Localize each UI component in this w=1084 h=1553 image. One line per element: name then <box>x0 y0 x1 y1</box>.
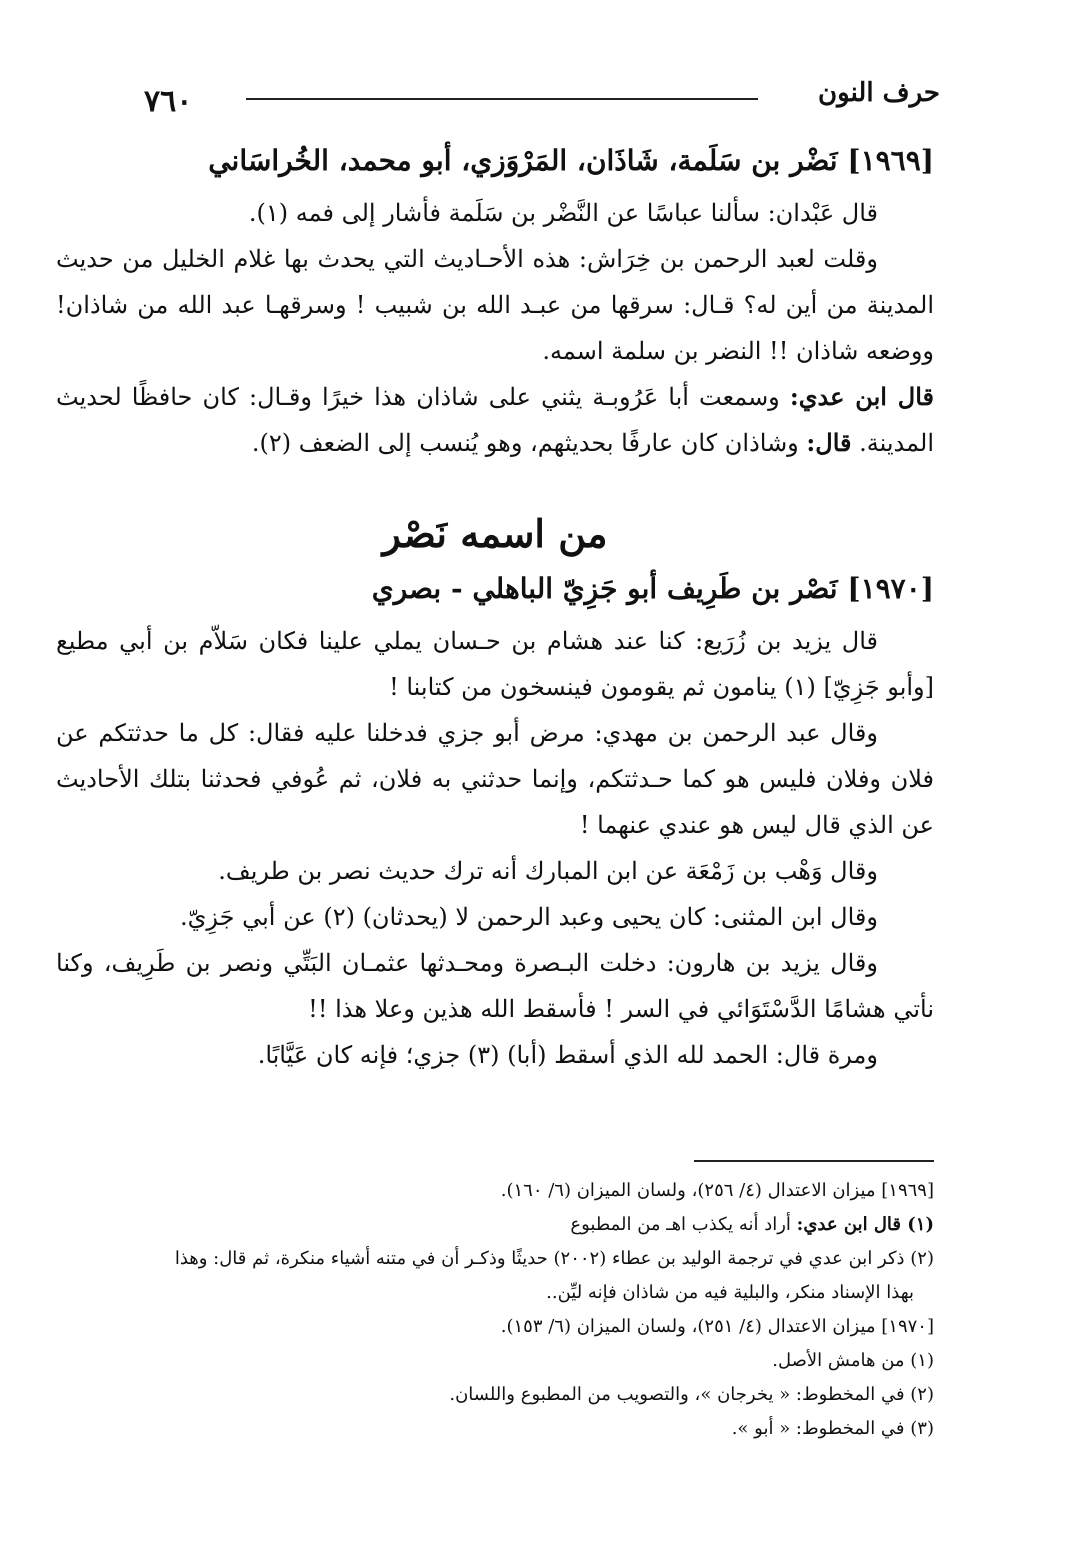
paragraph: وقال يزيد بن هارون: دخلت البـصرة ومحـدثها عثمـان البَتِّي ونصر بن طَرِيف، وكنا نأتي هشامًا الدَّسْتَوَائي في السر ! فأسقط الله هذين وعلا هذا !! <box>56 949 934 1023</box>
footnote-source: [١٩٦٩] ميزان الاعتدال (٤/ ٢٥٦)، ولسان الميزان (٦/ ١٦٠). <box>500 1180 934 1201</box>
footnote-label: (١) قال ابن عدي: <box>796 1214 934 1235</box>
paragraph: وقال ابن المثنى: كان يحيى وعبد الرحمن لا (يحدثان) (٢) عن أبي جَزِيّ. <box>180 903 878 931</box>
entry-title-1970: [١٩٧٠] نَصْر بن طَرِيف أبو جَزِيّ الباهلي - بصري <box>371 572 934 605</box>
speaker-label: قال: <box>806 428 852 457</box>
header-title: حرف النون <box>818 78 940 108</box>
paragraph-text: وشاذان كان عارفًا بحديثهم، وهو يُنسب إلى الضعف (٢). <box>251 429 807 457</box>
footnote: (١) من هامش الأصل. <box>772 1350 934 1371</box>
paragraph: وقال عبد الرحمن بن مهدي: مرض أبو جزي فدخلنا عليه فقال: كل ما حدثتكم عن فلان وفلان فليس هو كما حـدثتكم، وإنما حدثني به فلان، ثم عُوفي فحدثنا بتلك الأحاديث عن الذي قال ليس هو عندي عنهما ! <box>56 719 934 839</box>
main-text <box>56 138 934 1078</box>
footnote: (٣) في المخطوط: « أبو ». <box>731 1418 934 1439</box>
footnote <box>50 1208 934 1242</box>
paragraph: وقال وَهْب بن زَمْعَة عن ابن المبارك أنه ترك حديث نصر بن طريف. <box>218 857 878 885</box>
paragraph-text: وسمعت أبا عَرُوبـة يثني على شاذان هذا خيرًا وقـال: كان حافظًا لحديث المدينة. <box>56 383 934 457</box>
footnote-rule <box>694 1160 934 1162</box>
paragraph: ومرة قال: الحمد لله الذي أسقط (أبا) (٣) جزي؛ فإنه كان عَيَّابًا. <box>257 1041 878 1069</box>
paragraph: وقلت لعبد الرحمن بن خِرَاش: هذه الأحـاديث التي يحدث بها غلام الخليل من حديث المدينة من أين له؟ قـال: سرقها من عبـد الله بن شبيب ! وسرقهـا عبد الله من شاذان! ووضعه شاذان !! النضر بن سلمة اسمه. <box>56 245 934 365</box>
paragraph: قال عَبْدان: سألنا عباسًا عن النَّضْر بن سَلَمة فأشار إلى فمه (١). <box>248 199 878 227</box>
paragraph <box>56 374 934 466</box>
running-header <box>56 78 940 118</box>
page-number: ٧٦٠ <box>144 84 193 119</box>
entry-title-1969: [١٩٦٩] نَضْر بن سَلَمة، شَاذَان، المَرْوَزي، أبو محمد، الخُراسَاني <box>208 144 934 177</box>
header-rule <box>246 98 758 100</box>
footnotes <box>50 1174 934 1446</box>
footnote: (٢) في المخطوط: « يخرجان »، والتصويب من المطبوع واللسان. <box>449 1384 934 1405</box>
footnote-continuation: بهذا الإسناد منكر، والبلية فيه من شاذان فإنه ليِّن.. <box>546 1282 914 1303</box>
footnote-text: أراد أنه يكذب اهـ من المطبوع <box>570 1214 797 1235</box>
footnote-source: [١٩٧٠] ميزان الاعتدال (٤/ ٢٥١)، ولسان الميزان (٦/ ١٥٣). <box>500 1316 934 1337</box>
paragraph: قال يزيد بن زُرَيع: كنا عند هشام بن حـسان يملي علينا فكان سَلاّم بن أبي مطيع [وأبو جَزِيّ] (١) ينامون ثم يقومون فينسخون من كتابنا ! <box>56 627 934 701</box>
section-heading: من اسمه نَصْر <box>382 511 608 556</box>
speaker-label: قال ابن عدي: <box>789 382 934 411</box>
footnote: (٢) ذكر ابن عدي في ترجمة الوليد بن عطاء (٢٠٠٢) حديثًا وذكـر أن في متنه أشياء منكرة، ثم قال: وهذا <box>174 1248 934 1269</box>
